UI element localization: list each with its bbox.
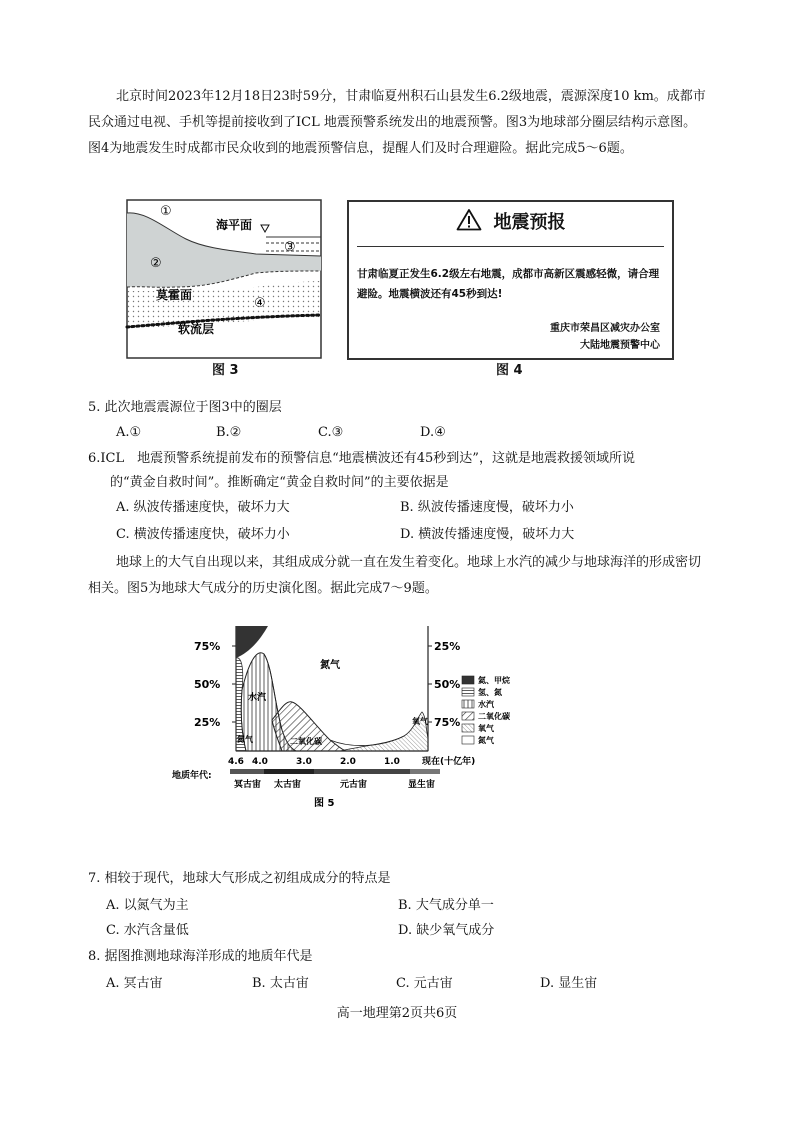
x-tick-4-0: 4.0	[252, 757, 268, 767]
legend-water-vapor: 水汽	[478, 700, 494, 709]
figure-4-caption: 图 4	[496, 363, 523, 378]
q8-stem: 8. 据图推测地球海洋形成的地质年代是	[88, 949, 313, 964]
warning-source	[550, 320, 660, 354]
warning-source-2: 大陆地震预警中心	[580, 340, 660, 351]
label-nitrogen: 氮气	[320, 660, 340, 671]
left-tick-75: 75%	[194, 640, 221, 653]
right-tick-25: 25%	[434, 640, 461, 653]
label-water-vapor: 水汽	[248, 693, 267, 703]
label-circle-3: ③	[284, 240, 296, 255]
q6-option-b: B. 纵波传播速度慢，破坏力小	[400, 500, 574, 515]
legend-nitrogen: 氮气	[478, 736, 494, 745]
x-tick-now: 现在(十亿年)	[422, 757, 476, 767]
warning-triangle-icon	[456, 208, 482, 231]
label-circle-1: ①	[160, 204, 172, 219]
right-tick-75: 75%	[434, 716, 461, 729]
q6-option-d: D. 横波传播速度慢，破坏力大	[400, 527, 575, 542]
q5-option-b: B.②	[216, 425, 242, 440]
eon-archean: 太古宙	[274, 780, 302, 790]
figure-4-warning-box	[347, 200, 674, 360]
label-asthenosphere: 软流层	[178, 322, 215, 336]
legend-helium-methane: 氦、甲烷	[478, 676, 510, 685]
q6-option-c: C. 横波传播速度快，破坏力小	[116, 527, 290, 542]
label-circle-2: ②	[150, 256, 162, 271]
warning-body: 甘肃临夏正发生6.2级左右地震，成都市高新区震感轻微，请合理避险。地震横波还有45秒到达!	[357, 268, 660, 300]
eon-hadean: 冥古宙	[234, 780, 262, 790]
page-footer: 高一地理第2页共6页	[336, 1006, 458, 1021]
warning-title: 地震预报	[493, 212, 566, 233]
legend-oxygen: 氧气	[478, 724, 494, 733]
figure-5-caption: 图 5	[314, 798, 335, 809]
q8-option-a: A. 冥古宙	[106, 976, 163, 991]
right-tick-50: 50%	[434, 678, 461, 691]
x-tick-3-0: 3.0	[296, 757, 312, 767]
x-tick-1-0: 1.0	[384, 757, 400, 767]
figure-3-diagram	[126, 199, 322, 359]
q8-option-c: C. 元古宙	[396, 976, 453, 991]
warning-source-1: 重庆市荣昌区减灾办公室	[550, 323, 660, 334]
label-moho: 莫霍面	[156, 288, 193, 302]
x-tick-2-0: 2.0	[340, 757, 356, 767]
intro-paragraph-1: 北京时间2023年12月18日23时59分，甘肃临夏州积石山县发生6.2级地震，震源深度10 km。成都市民众通过电视、手机等提前接收到了ICL 地震预警系统发出的地震预警。图3为地球部分圈层结构示意图。图4为地震发生时成都市民众收到的地震预警信息，提醒人们及时合理避险。据此完成5～6题。	[88, 89, 706, 156]
q7-option-d: D. 缺少氧气成分	[398, 923, 495, 938]
figure-5-chart	[172, 620, 510, 820]
q7-option-a: A. 以氮气为主	[106, 898, 189, 913]
q5-option-a: A.①	[116, 425, 142, 440]
q5-option-d: D.④	[420, 425, 446, 440]
warning-title-row	[349, 208, 672, 234]
figure-3-caption: 图 3	[212, 363, 239, 378]
q6-stem-2: 的“黄金自救时间”。推断确定“黄金自救时间”的主要依据是	[110, 475, 449, 490]
label-co2: 二氧化碳	[290, 737, 322, 746]
q6-stem-1: 6.ICL 地震预警系统提前发布的预警信息“地震横波还有45秒到达”，这就是地震救援领域所说	[88, 451, 635, 466]
q8-option-d: D. 显生宙	[540, 976, 598, 991]
q7-option-c: C. 水汽含量低	[106, 923, 189, 938]
left-tick-50: 50%	[194, 678, 221, 691]
x-tick-4-6: 4.6	[228, 757, 244, 767]
left-tick-25: 25%	[194, 716, 221, 729]
q8-option-b: B. 太古宙	[252, 976, 309, 991]
q5-stem: 5. 此次地震震源位于图3中的圈层	[88, 400, 282, 415]
label-oxygen: 氧气	[412, 717, 428, 726]
label-circle-4: ④	[254, 296, 266, 311]
intro-paragraph-2: 地球上的大气自出现以来，其组成成分就一直在发生着变化。地球上水汽的减少与地球海洋的形成密切相关。图5为地球大气成分的历史演化图。据此完成7～9题。	[88, 555, 702, 596]
warning-divider	[357, 246, 664, 247]
eon-proterozoic: 元古宙	[340, 780, 368, 790]
eon-phanerozoic: 显生宙	[408, 780, 436, 790]
axis-title-geologic-age: 地质年代:	[172, 771, 212, 781]
legend-co2: 二氧化碳	[478, 712, 510, 721]
figure-5-legend	[462, 675, 511, 745]
label-nitrogen-small: 氮气	[237, 735, 253, 744]
q7-option-b: B. 大气成分单一	[398, 898, 494, 913]
q5-option-c: C.③	[318, 425, 344, 440]
q6-option-a: A. 纵波传播速度快，破坏力大	[116, 500, 290, 515]
legend-hydrogen-nitrogen: 氢、氮	[478, 688, 502, 697]
label-sea-level: 海平面	[216, 218, 253, 232]
q7-stem: 7. 相较于现代，地球大气形成之初组成成分的特点是	[88, 871, 391, 886]
